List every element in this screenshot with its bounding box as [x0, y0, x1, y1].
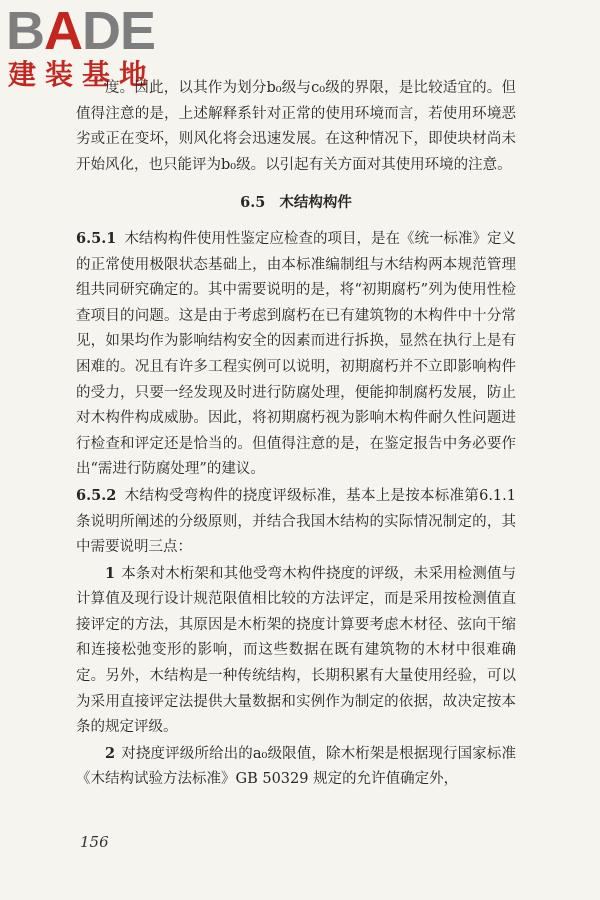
- item-number: 2: [105, 744, 116, 762]
- clause-number: 6.5.2: [76, 486, 117, 504]
- item-1: [76, 561, 516, 741]
- item-text: 对挠度评级所给出的a₀级限值，除木桁架是根据现行国家标准《木结构试验方法标准》GB 50329 规定的允许值确定外，: [76, 745, 516, 788]
- item-text: 本条对木桁架和其他受弯木构件挠度的评级，未采用检测值与计算值及现行设计规范限值相比较的方法评定，而是采用按检测值直接评定的方法，其原因是木桁架的挠度计算要考虑木材径、弦向干缩和连接松弛变形的影响，而这些数据在既有建筑物的木材中很难确定。另外，木结构是一种传统结构，长期积累有大量使用经验，可以为采用直接评定法提供大量数据和实例作为制定的依据，故决定按本条的规定评级。: [76, 565, 516, 736]
- item-2: [76, 741, 516, 793]
- page-body: [76, 76, 516, 793]
- clause-6-5-2: [76, 483, 516, 561]
- logo-wordmark: BADE: [6, 1, 156, 61]
- clause-number: 6.5.1: [76, 229, 117, 247]
- clause-text: 木结构受弯构件的挠度评级标准，基本上是按本标准第6.1.1条说明所阐述的分级原则，并结合我国木结构的实际情况制定的，其中需要说明三点：: [76, 487, 516, 556]
- item-number: 1: [105, 564, 116, 582]
- page-number: 156: [80, 833, 109, 851]
- logo-subtitle: 建装基地: [8, 58, 157, 91]
- section-title: 木结构构件: [279, 194, 352, 212]
- section-heading: [76, 190, 516, 216]
- clause-6-5-1: [76, 226, 516, 483]
- section-number: 6.5: [240, 194, 266, 212]
- intro-paragraph: 度。因此，以其作为划分b₀级与c₀级的界限，是比较适宜的。但值得注意的是，上述解释系针对正常的使用环境而言，若使用环境恶劣或正在变坏，则风化将会迅速发展。在这种情况下，即使块材尚未开始风化，也只能评为b₀级。以引起有关方面对其使用环境的注意。: [76, 80, 516, 173]
- clause-text: 木结构构件使用性鉴定应检查的项目，是在《统一标准》定义的正常使用极限状态基础上，由本标准编制组与木结构两本规范管理组共同研究确定的。其中需要说明的是，将“初期腐朽”列为使用性检查项目的问题。这是由于考虑到腐朽在已有建筑物的木构件中十分常见，如果均作为影响结构安全的因素而进行拆换，显然在执行上是有困难的。况且有许多工程实例可以说明，初期腐朽并不立即影响构件的受力，只要一经发现及时进行防腐处理，便能抑制腐朽发展，防止对木构件构成威胁。因此，将初期腐朽视为影响木构件耐久性问题进行检查和评定还是恰当的。但值得注意的是，在鉴定报告中务必要作出“需进行防腐处理”的建议。: [76, 230, 516, 478]
